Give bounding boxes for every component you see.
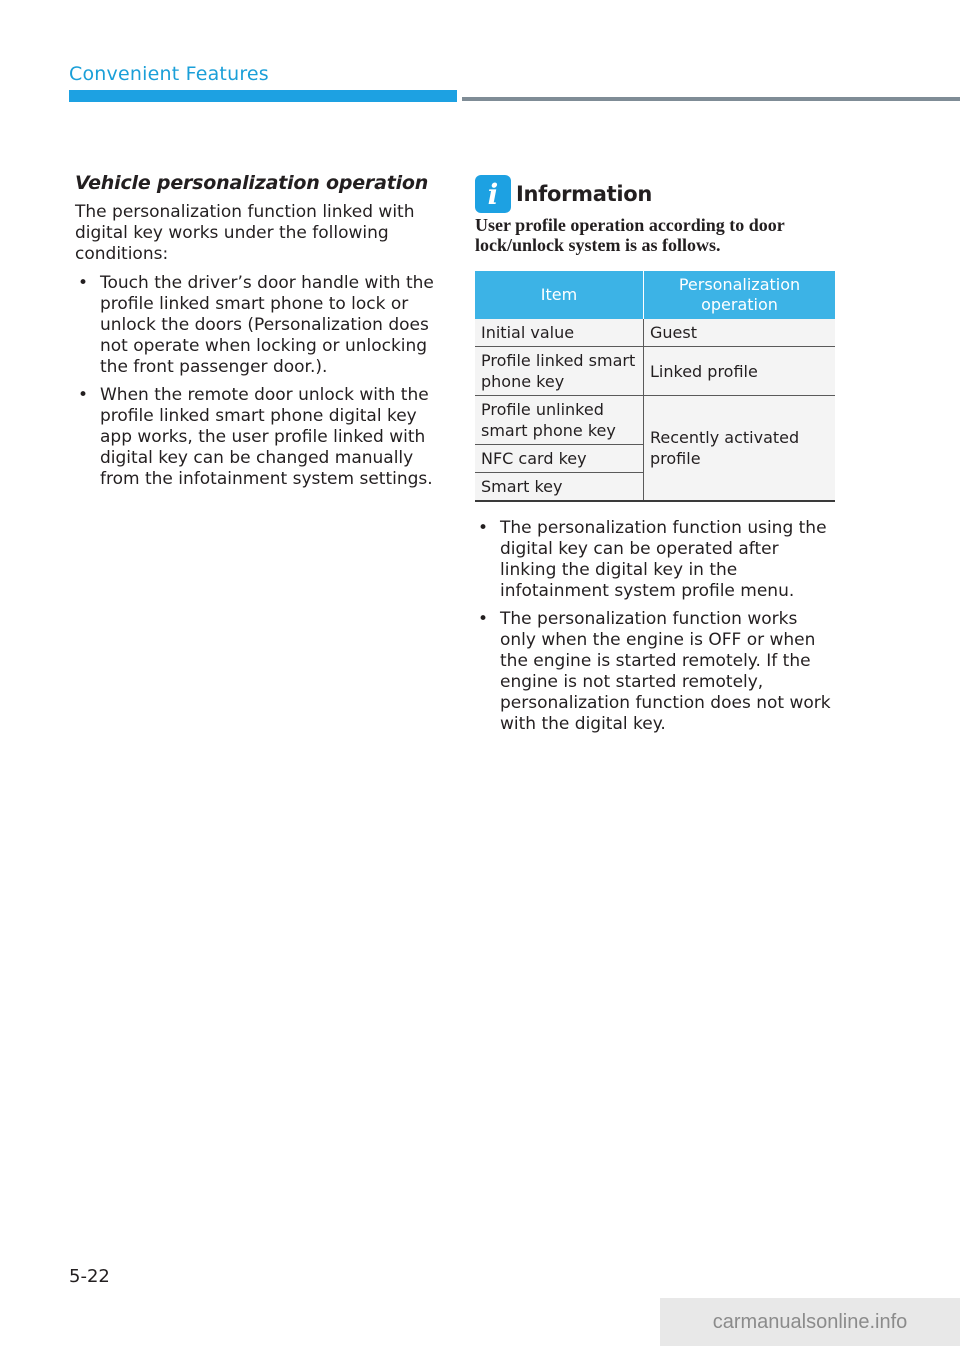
table-cell-item: Initial value xyxy=(475,319,644,347)
list-item: • The personalization function works only when the engine is OFF or when the engine is started remotely. If the engine is not started remotely, personalization function does not work with the digital key. xyxy=(478,609,831,734)
profile-operation-table xyxy=(475,271,835,502)
table-row xyxy=(475,319,835,347)
table-cell-item: Smart key xyxy=(475,473,644,502)
information-bullet-list xyxy=(475,518,835,742)
table-header-row xyxy=(475,271,835,319)
table-row xyxy=(475,347,835,396)
table-cell-operation: Recently activated profile xyxy=(644,396,836,502)
section-title: Convenient Features xyxy=(69,63,269,85)
list-item: • When the remote door unlock with the profile linked smart phone digital key app works, the user profile linked with digital key can be changed manually from the infotainment system settings. xyxy=(78,385,433,489)
left-column xyxy=(75,172,435,497)
header-rule-grey xyxy=(462,97,960,101)
header-rule-blue xyxy=(69,90,457,102)
table-cell-operation: Guest xyxy=(644,319,836,347)
table-cell-item: NFC card key xyxy=(475,445,644,473)
info-icon: i xyxy=(475,175,511,213)
table-cell-operation: Linked profile xyxy=(644,347,836,396)
intro-paragraph: The personalization function linked with digital key works under the following conditions: xyxy=(75,202,415,264)
page-number: 5-22 xyxy=(69,1266,110,1287)
watermark: carmanualsonline.info xyxy=(660,1298,960,1346)
list-item: • Touch the driver’s door handle with the profile linked smart phone to lock or unlock the doors (Personalization does not operate when locking or unlocking the front passenger door.). xyxy=(78,273,434,377)
information-header xyxy=(475,175,835,213)
information-box xyxy=(475,175,835,255)
information-subtitle: User profile operation according to door lock/unlock system is as follows. xyxy=(475,215,785,255)
table-cell-item: Profile linked smart phone key xyxy=(475,347,644,396)
table-cell-item: Profile unlinked smart phone key xyxy=(475,396,644,445)
information-title: Information xyxy=(516,182,653,206)
bullet-icon: • xyxy=(478,609,489,629)
column-header-item: Item xyxy=(475,271,644,319)
table-row xyxy=(475,396,835,445)
section-heading: Vehicle personalization operation xyxy=(75,172,429,194)
list-item: • The personalization function using the digital key can be operated after linking the digital key in the infotainment system profile menu. xyxy=(478,518,827,601)
column-header-operation: Personalization operation xyxy=(644,271,836,319)
bullet-icon: • xyxy=(478,518,489,538)
bullet-icon: • xyxy=(78,385,89,405)
left-bullet-list xyxy=(75,273,435,490)
bullet-icon: • xyxy=(78,273,89,293)
